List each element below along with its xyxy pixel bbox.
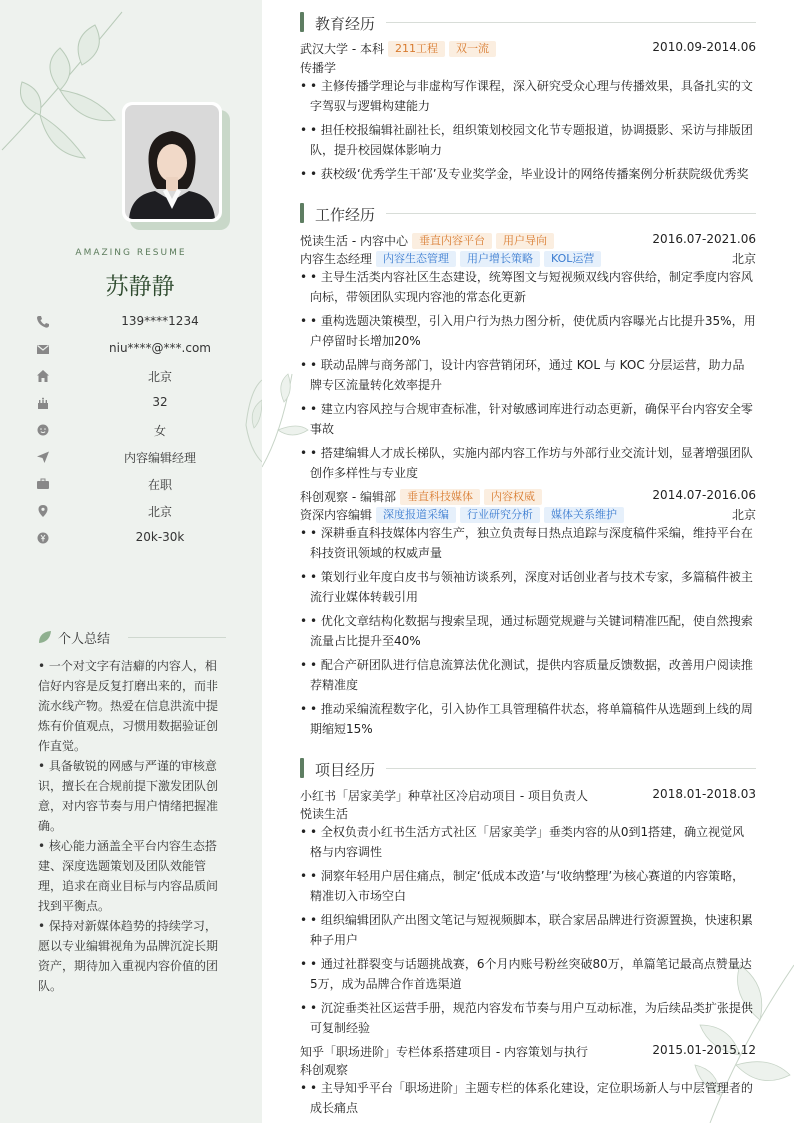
job-header — [300, 488, 756, 506]
phone-icon — [36, 315, 50, 329]
home-icon — [36, 369, 50, 383]
leaf-branch-decoration — [0, 10, 130, 160]
project-name: 小红书「居家美学」种草社区冷启动项目 - 项目负责人 — [300, 789, 588, 803]
avatar — [122, 102, 222, 222]
skill-tag: 行业研究分析 — [460, 507, 540, 523]
company-tag: 垂直内容平台 — [412, 233, 492, 249]
section-marker — [300, 12, 304, 32]
summary-item: • 具备敏锐的网感与严谨的审核意识，擅长在合规前提下激发团队创意，对内容节奏与用户情绪把握准确。 — [38, 759, 219, 833]
candidate-name: 苏静静 — [105, 274, 175, 300]
list-item: • • 深耕垂直科技媒体内容生产，独立负责每日热点追踪与深度稿件采编，维持平台在科技资讯领域的权威声量 — [300, 526, 753, 560]
job-city: 北京 — [731, 252, 756, 266]
list-item: • • 担任校报编辑社副社长，组织策划校园文化节专题报道，协调摄影、采访与排版团队，提升校园媒体影响力 — [300, 123, 753, 157]
company-tag: 用户导向 — [496, 233, 554, 249]
project-name: 知乎「职场进阶」专栏体系搭建项目 - 内容策划与执行 — [300, 1045, 588, 1059]
company-name: 科创观察 - 编辑部 — [300, 490, 396, 504]
cake-icon — [36, 396, 50, 410]
skill-tag: KOL运营 — [544, 251, 601, 267]
list-item: • • 优化文章结构化数据与搜索呈现，通过标题党规避与关键词精准匹配，使自然搜索流量占比提升至40% — [300, 614, 753, 648]
info-value: 32 — [152, 395, 168, 409]
info-value: 内容编辑经理 — [123, 451, 196, 465]
project-date: 2018.01-2018.03 — [652, 787, 756, 801]
project-header — [300, 787, 756, 805]
job-position-row — [300, 506, 756, 524]
divider — [386, 22, 756, 23]
list-item: • • 通过社群裂变与话题挑战赛，6个月内账号粉丝突破80万，单篇笔记最高点赞量达5万，成为品牌合作首选渠道 — [300, 957, 752, 991]
school-name: 武汉大学 - 本科 — [300, 42, 384, 56]
salary-icon — [36, 531, 50, 545]
list-item: • • 策划行业年度白皮书与领袖访谈系列，深度对话创业者与技术专家，多篇稿件被主流行业媒体转载引用 — [300, 570, 753, 604]
section-marker — [300, 203, 304, 223]
info-gender — [36, 421, 236, 448]
job-position-row — [300, 250, 756, 268]
info-status — [36, 475, 236, 502]
skill-tag: 媒体关系维护 — [544, 507, 624, 523]
send-icon — [36, 450, 50, 464]
education-header — [300, 40, 756, 58]
project-date: 2015.01-2015.12 — [652, 1043, 756, 1057]
summary-text — [38, 656, 222, 996]
main-content — [300, 0, 756, 1123]
info-residence — [36, 367, 236, 394]
briefcase-icon — [36, 477, 50, 491]
education-date: 2010.09-2014.06 — [652, 40, 756, 54]
divider — [386, 768, 756, 769]
summary-title: 个人总结 — [58, 632, 111, 647]
section-header-projects — [300, 758, 756, 778]
info-age — [36, 394, 236, 421]
list-item: • • 主修传播学理论与非虚构写作课程，深入研究受众心理与传播效果，具备扎实的文字驾驭与逻辑构建能力 — [300, 79, 753, 113]
company-name: 悦读生活 - 内容中心 — [300, 234, 408, 248]
list-item: • • 沉淀垂类社区运营手册，规范内容发布节奏与用户互动标准，为后续品类扩张提供可复制经验 — [300, 1001, 753, 1035]
location-pin-icon — [36, 504, 50, 518]
summary-header — [38, 628, 226, 646]
leaf-decoration — [240, 370, 262, 470]
portrait-photo — [125, 105, 219, 219]
major: 传播学 — [300, 61, 337, 75]
divider — [386, 213, 756, 214]
company-tag: 内容权威 — [484, 489, 542, 505]
project-org: 悦读生活 — [300, 807, 349, 821]
summary-item: • 一个对文字有洁癖的内容人，相信好内容是反复打磨出来的，而非流水线产物。热爱在信息洪流中提炼有价值观点，习惯用数据验证创作直觉。 — [38, 659, 219, 753]
personal-info-list — [36, 313, 236, 556]
summary-item: • 保持对新媒体趋势的持续学习，愿以专业编辑视角为品牌沉淀长期资产，期待加入重视内容价值的团队。 — [38, 919, 219, 993]
sidebar — [0, 0, 262, 1123]
job-position: 资深内容编辑 — [300, 508, 373, 522]
info-work-city — [36, 502, 236, 529]
info-target-position — [36, 448, 236, 475]
job-date: 2016.07-2021.06 — [652, 232, 756, 246]
info-value: 20k-30k — [135, 530, 185, 544]
list-item: • • 获校级‘优秀学生干部’及专业奖学金，毕业设计的网络传播案例分析获院级优秀奖 — [300, 167, 749, 181]
section-header-education — [300, 12, 756, 32]
project-org: 科创观察 — [300, 1063, 349, 1077]
skill-tag: 用户增长策略 — [460, 251, 540, 267]
job-header — [300, 232, 756, 250]
info-value: 139****1234 — [121, 314, 199, 328]
list-item: • • 组织编辑团队产出图文笔记与短视频脚本，联合家居品牌进行资源置换，快速积累种子用户 — [300, 913, 753, 947]
school-tag: 211工程 — [388, 41, 445, 57]
section-marker — [300, 758, 304, 778]
list-item: • • 搭建编辑人才成长梯队，实施内部内容工作坊与外部行业交流计划，显著增强团队创作多样性与专业度 — [300, 446, 753, 480]
list-item: • • 主导生活类内容社区生态建设，统筹图文与短视频双线内容供给，制定季度内容风向标，带领团队实现内容池的常态化更新 — [300, 270, 753, 304]
list-item: • • 建立内容风控与合规审查标准，针对敏感词库进行动态更新，确保平台内容安全零事故 — [300, 402, 753, 436]
face-icon — [36, 423, 50, 437]
section-title: 工作经历 — [315, 206, 376, 224]
list-item: • • 联动品牌与商务部门，设计内容营销闭环，通过 KOL 与 KOC 分层运营，助力品牌专区流量转化效率提升 — [300, 358, 745, 392]
summary-item: • 核心能力涵盖全平台内容生态搭建、深度选题策划及团队效能管理，追求在商业目标与内容品质间找到平衡点。 — [38, 839, 219, 913]
info-salary — [36, 529, 236, 556]
company-tag: 垂直科技媒体 — [400, 489, 480, 505]
mail-icon — [36, 342, 50, 356]
divider — [128, 637, 226, 638]
list-item: • • 主导知乎平台「职场进阶」主题专栏的体系化建设，定位职场新人与中层管理者的成长痛点 — [300, 1081, 753, 1115]
job-city: 北京 — [731, 508, 756, 522]
info-value: 北京 — [147, 370, 172, 384]
list-item: • • 重构选题决策模型，引入用户行为热力图分析，使优质内容曝光占比提升35%，用户停留时长增加20% — [300, 314, 756, 348]
list-item: • • 全权负责小红书生活方式社区「居家美学」垂类内容的从0到1搭建，确立视觉风格与内容调性 — [300, 825, 745, 859]
list-item: • • 推动采编流程数字化，引入协作工具管理稿件状态，将单篇稿件从选题到上线的周期缩短15% — [300, 702, 753, 736]
job-position: 内容生态经理 — [300, 252, 373, 266]
section-title: 项目经历 — [315, 761, 376, 779]
info-value: 女 — [153, 424, 166, 438]
info-phone — [36, 313, 236, 340]
skill-tag: 内容生态管理 — [376, 251, 456, 267]
info-value: 北京 — [147, 505, 172, 519]
section-title: 教育经历 — [315, 15, 376, 33]
resume-tagline: AMAZING RESUME — [75, 248, 187, 258]
project-header — [300, 1043, 756, 1061]
skill-tag: 深度报道采编 — [376, 507, 456, 523]
list-item: • • 洞察年轻用户居住痛点，制定‘低成本改造’与‘收纳整理’为核心赛道的内容策略，精准切入市场空白 — [300, 869, 745, 903]
list-item: • • 配合产研团队进行信息流算法优化测试，提供内容质量反馈数据，改善用户阅读推荐精准度 — [300, 658, 753, 692]
info-value: 在职 — [147, 478, 172, 492]
info-value: niu****@***.com — [109, 341, 211, 355]
leaf-icon — [38, 630, 52, 644]
info-email — [36, 340, 236, 367]
school-tag: 双一流 — [449, 41, 496, 57]
section-header-work — [300, 203, 756, 223]
job-date: 2014.07-2016.06 — [652, 488, 756, 502]
